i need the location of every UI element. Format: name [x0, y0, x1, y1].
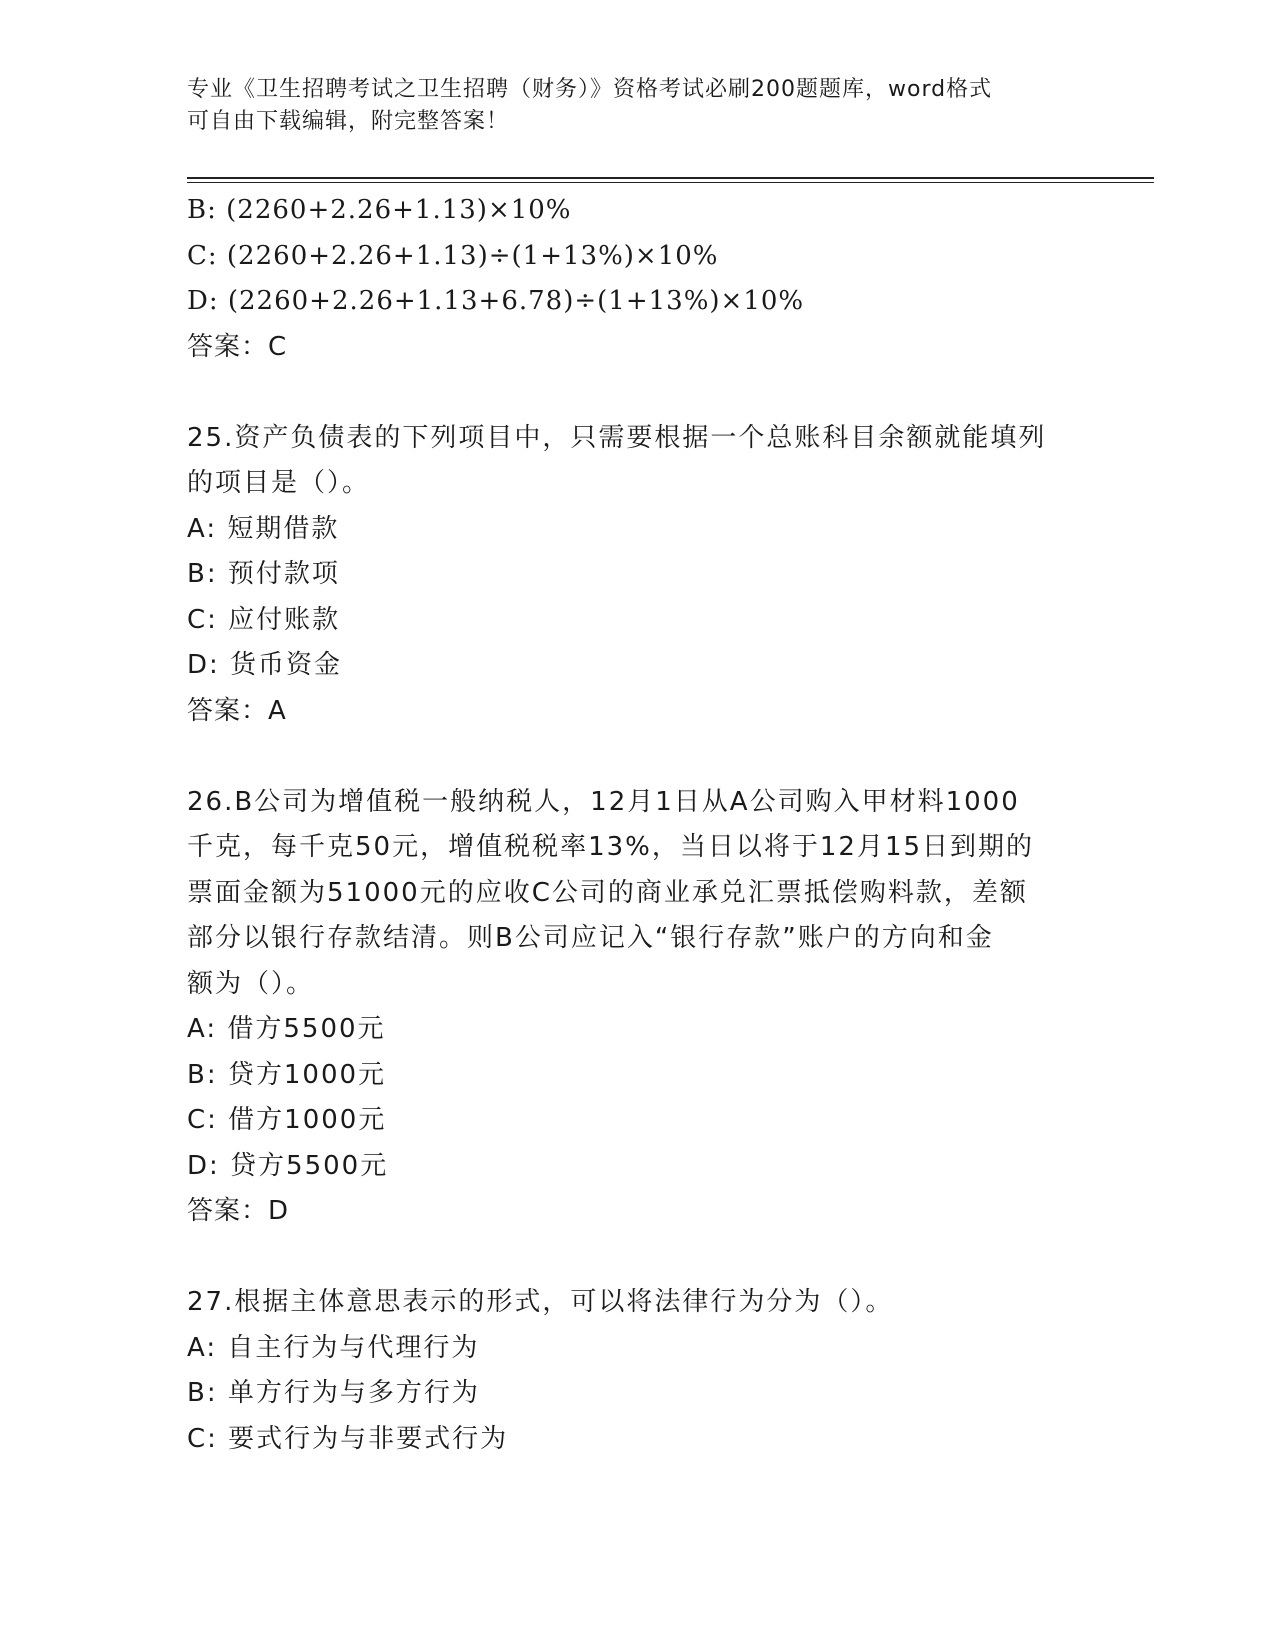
option-c: C: 要式行为与非要式行为: [187, 1423, 509, 1454]
document-header: [187, 74, 1067, 138]
option-d: D: (2260+2.26+1.13+6.78)÷(1+13%)×10%: [187, 286, 805, 316]
question-spacer: [187, 734, 1087, 780]
answer-line: 答案：C: [187, 331, 288, 362]
question-text-line: 千克，每千克50元，增值税税率13%，当日以将于12月15日到期的: [187, 832, 1035, 862]
question-text-line: 的项目是（）。: [187, 468, 371, 498]
question-text-line: 27.根据主体意思表示的形式，可以将法律行为分为（）。: [187, 1287, 894, 1317]
answer-line: 答案：A: [187, 695, 287, 726]
option-c: C: 应付账款: [187, 604, 341, 635]
question-list: [187, 188, 1087, 1462]
question-spacer: [187, 1235, 1087, 1281]
question-text-line: 票面金额为51000元的应收C公司的商业承兑汇票抵偿购料款，差额: [187, 877, 1028, 908]
question-text-line: 25.资产负债表的下列项目中，只需要根据一个总账科目余额就能填列: [187, 422, 1047, 453]
option-c: C: (2260+2.26+1.13)÷(1+13%)×10%: [187, 240, 719, 271]
question-24: [187, 188, 1087, 370]
question-text-line: 额为（）。: [187, 968, 315, 999]
option-b: B: (2260+2.26+1.13)×10%: [187, 195, 572, 225]
option-a: A: 短期借款: [187, 513, 340, 544]
question-25: [187, 416, 1087, 735]
option-a: A: 自主行为与代理行为: [187, 1332, 480, 1363]
option-b: B: 贷方1000元: [187, 1059, 387, 1090]
answer-line: 答案：D: [187, 1196, 290, 1226]
question-26: [187, 780, 1087, 1235]
option-d: D: 货币资金: [187, 650, 343, 680]
header-divider: [187, 177, 1154, 183]
option-b: B: 单方行为与多方行为: [187, 1378, 480, 1408]
header-line-2: 可自由下载编辑，附完整答案！: [187, 109, 510, 134]
option-a: A: 借方5500元: [187, 1014, 386, 1044]
question-27: [187, 1280, 1087, 1462]
header-line-1: 专业《卫生招聘考试之卫生招聘（财务）》资格考试必刷200题题库，word格式: [187, 77, 993, 102]
question-spacer: [187, 370, 1087, 416]
option-c: C: 借方1000元: [187, 1105, 387, 1135]
question-text-line: 部分以银行存款结清。则B公司应记入“银行存款”账户的方向和金: [187, 923, 994, 953]
question-text-line: 26.B公司为增值税一般纳税人，12月1日从A公司购入甲材料1000: [187, 786, 1020, 817]
option-d: D: 贷方5500元: [187, 1150, 389, 1181]
option-b: B: 预付款项: [187, 559, 340, 589]
